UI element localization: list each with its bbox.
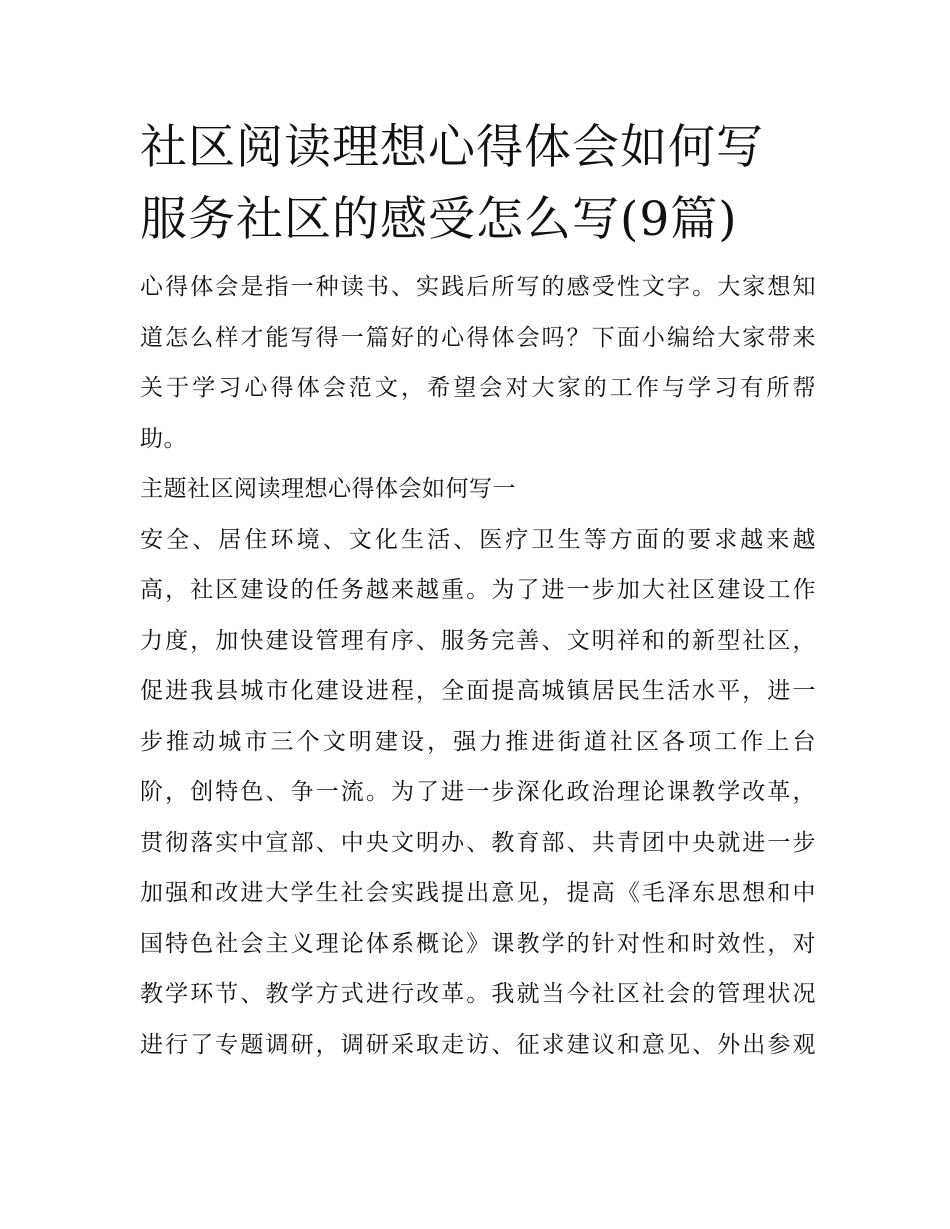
body-line-5: 步推动城市三个文明建设，强力推进街道社区各项工作上台 [140, 728, 816, 755]
body-line-1: 安全、居住环境、文化生活、医疗卫生等方面的要求越来越 [140, 526, 816, 553]
section-heading [140, 464, 816, 515]
intro-line-1: 心得体会是指一种读书、实践后所写的感受性文字。大家想知 [140, 274, 816, 300]
intro-line-2: 道怎么样才能写得一篇好的心得体会吗？下面小编给大家带来 [140, 324, 816, 351]
title-line-1: 社区阅读理想心得体会如何写 [140, 120, 764, 175]
body-line-9: 国特色社会主义理论体系概论》课教学的针对性和时效性，对 [140, 930, 816, 957]
section-heading-text: 主题社区阅读理想心得体会如何写一 [140, 476, 516, 502]
body-paragraph [140, 515, 816, 1071]
body-line-11: 进行了专题调研，调研采取走访、征求建议和意见、外出参观 [140, 1031, 816, 1058]
intro-line-3: 关于学习心得体会范文，希望会对大家的工作与学习有所帮 [140, 375, 816, 401]
body-line-2: 高，社区建设的任务越来越重。为了进一步加大社区建设工作 [140, 577, 816, 603]
document-content [140, 112, 816, 1070]
body-line-8: 加强和改进大学生社会实践提出意见，提高《毛泽东思想和中 [140, 880, 816, 906]
intro-line-4: 助。 [140, 425, 187, 452]
body-line-7: 贯彻落实中宣部、中央文明办、教育部、共青团中央就进一步 [140, 829, 816, 856]
body-line-6: 阶，创特色、争一流。为了进一步深化政治理论课教学改革， [140, 779, 816, 805]
body-line-3: 力度，加快建设管理有序、服务完善、文明祥和的新型社区， [140, 627, 816, 654]
title-line-2: 服务社区的感受怎么写(9篇) [140, 192, 738, 247]
body-line-4: 促进我县城市化建设进程，全面提高城镇居民生活水平，进一 [140, 678, 816, 704]
document-title [140, 112, 816, 256]
body-line-10: 教学环节、教学方式进行改革。我就当今社区社会的管理状况 [140, 981, 816, 1007]
intro-paragraph [140, 262, 816, 464]
